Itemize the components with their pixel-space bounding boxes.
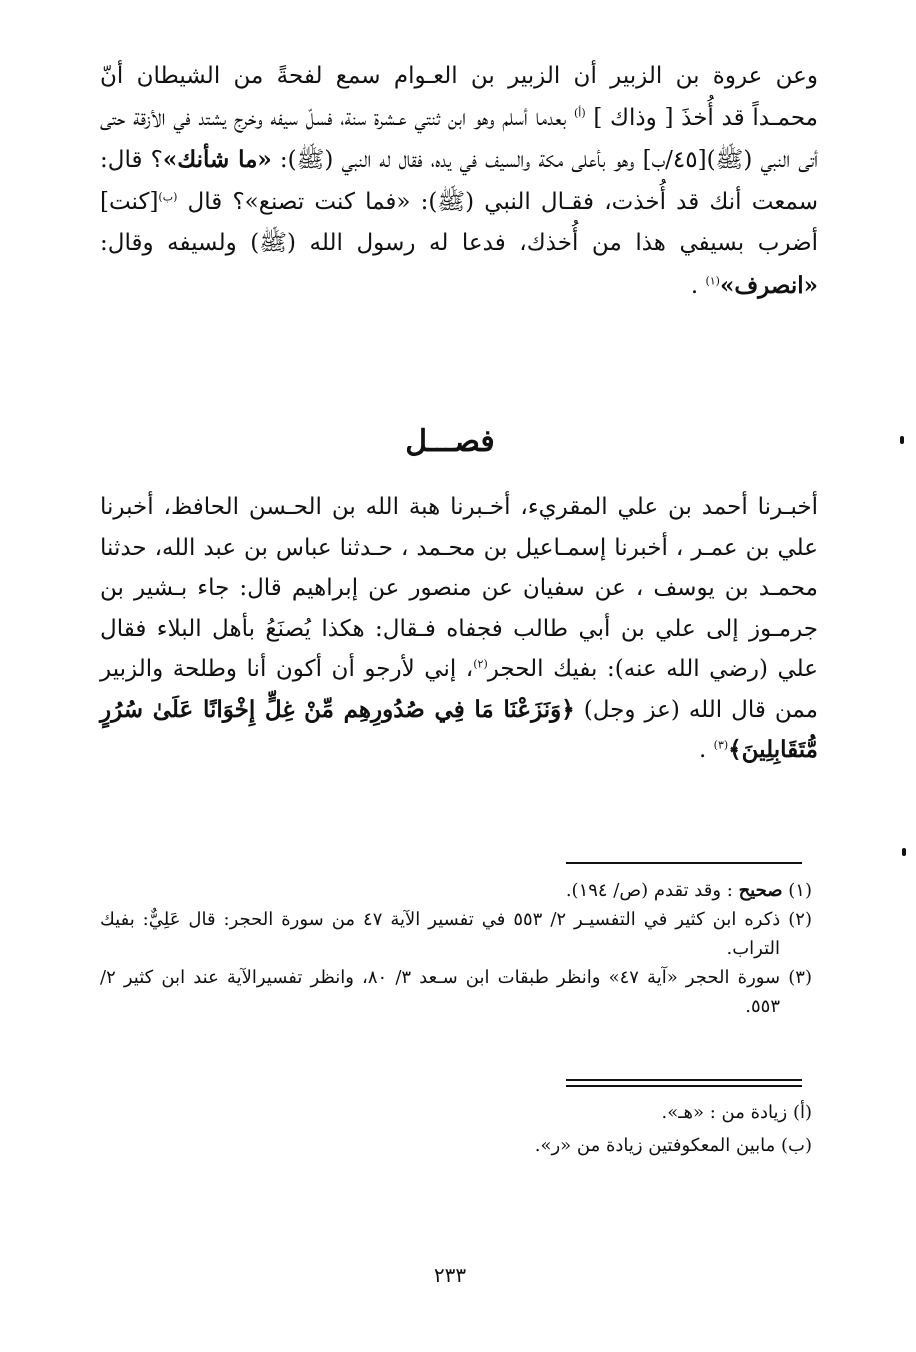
isnad-text-continued: ، إني لأرجو أن أكون أنا وطلحة والزبير ممن قال الله (عز وجل) xyxy=(100,656,818,723)
footnote-number: (٣) xyxy=(788,967,812,988)
isnad-end: . xyxy=(699,737,714,763)
footnote-number: (٢) xyxy=(788,909,812,930)
narration-text: وعن عروة بن الزبير أن الزبير بن العـوام سمع لفحةً من الشيطان أنّ محمـداً قد أُخذَ [ وذاك ] xyxy=(100,63,818,131)
manuscript-variants-list xyxy=(100,1096,812,1162)
narration-paragraph xyxy=(100,56,818,307)
footnote-text: سورة الحجر «آية ٤٧» وانظر طبقات ابن سـعد ٣/ ٨٠، وانظر تفسيرالآية عند ابن كثير ٢/ ٥٥٣. xyxy=(100,967,789,1017)
variant-number: (أ) xyxy=(792,1102,812,1123)
margin-mark xyxy=(902,848,906,856)
variant-note xyxy=(100,1096,812,1129)
variants-divider xyxy=(566,1079,802,1087)
footnote-marker-2: (٢) xyxy=(473,657,488,671)
section-heading: فصـــل xyxy=(405,424,495,459)
isnad-paragraph xyxy=(100,487,818,771)
variant-marker-a: (أ) xyxy=(573,105,586,119)
variant-number: (ب) xyxy=(781,1135,812,1156)
footnote-marker-1: (١) xyxy=(705,273,720,287)
narration-text-continued-2: ؟ قال: سمعت أنك قد أُخذت، فقـال النبي (ﷺ): «فما كنت تصنع»؟ قال xyxy=(100,147,818,215)
footnote-item xyxy=(100,963,812,1021)
footnotes-list xyxy=(100,876,812,1021)
footnote-text: : وقد تقدم (ص/ ١٩٤). xyxy=(565,880,739,901)
variant-note xyxy=(100,1129,812,1162)
footnote-text: ذكره ابن كثير في التفسيـر ٢/ ٥٥٣ في تفسير الآية ٤٧ من سورة الحجر: قال عَلِيٌّ: بفيك التراب. xyxy=(100,909,789,959)
footnote-item xyxy=(100,905,812,963)
prophet-command-quote: «انصرف» xyxy=(719,271,818,299)
footnote-number: (١) xyxy=(788,880,812,901)
narration-end: . xyxy=(690,272,706,299)
variant-marker-b: (ب) xyxy=(158,189,178,203)
page-number: ٢٣٣ xyxy=(433,1263,467,1287)
margin-mark xyxy=(900,436,904,444)
prophet-quote: «ما شأنك» xyxy=(162,146,272,173)
footnote-divider xyxy=(566,862,802,864)
isnad-text: أخبـرنا أحمد بن علي المقريء، أخـبرنا هبة الله بن الحـسن الحافظ، أخبرنا علي بن عمـر ، أخبرنا إسمـاعيل بن محـمد ، حـدثنا عباس بن عبد الله، حدثنا محمـد بن يوسف ، عن سفيان عن منصور عن إبراهيم قال: جاء بـشير بن جرمـوز إلى علي بن أبي طالب فجفاه فـقال: هكذا يُصنَعُ بأهل البلاء فقال علي (رضي الله عنه): بفيك الحجر xyxy=(100,494,818,682)
footnote-grading: صحيح xyxy=(738,880,783,901)
quran-verse: ﴿وَنَزَعْنَا مَا فِي صُدُورِهِم مِّنْ غِلٍّ إِخْوَانًا عَلَىٰ سُرُرٍ مُّتَقَابِلِينَ﴾ xyxy=(100,695,818,763)
narration-text-continued: بعدما أسلم وهو ابن ثنتي عـشرة سنة، فسلّ سيفه وخرج يشتد في الأزقة حتى أتى النبي (ﷺ)[٤٥/ب] وهو بأعلى مكة والسيف في يده، فقال له النبي (ﷺ): xyxy=(100,104,818,173)
footnote-item xyxy=(100,876,812,905)
variant-text: زيادة من : «هـ». xyxy=(661,1102,793,1123)
narration-text-continued-3: [كنت] أضرب بسيفي هذا من أُخذك، فدعا له رسول الله (ﷺ) ولسيفه وقال: xyxy=(100,188,818,256)
footnote-marker-3: (٣) xyxy=(713,738,729,752)
variant-text: مابين المعكوفتين زيادة من «ر». xyxy=(534,1135,781,1156)
